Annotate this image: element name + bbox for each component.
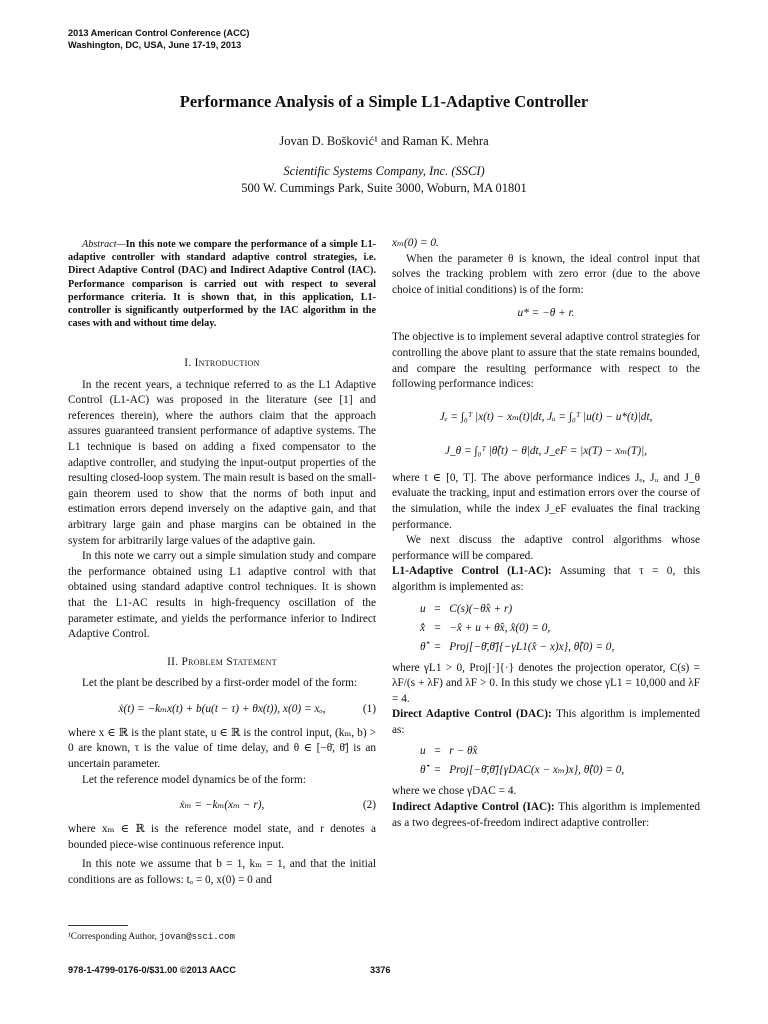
- problem-paragraph-3: Let the reference model dynamics be of the form:: [82, 773, 306, 786]
- equation-2-body: ẋₘ = −kₘ(xₘ − r),: [179, 799, 265, 812]
- right-column-body: [392, 236, 700, 831]
- footnote-text: ¹Corresponding Author,: [68, 932, 157, 942]
- affiliation-company: Scientific Systems Company, Inc. (SSCI): [283, 164, 485, 178]
- footnote: [68, 932, 235, 942]
- page-number: 3376: [370, 965, 391, 975]
- equation-2: [68, 796, 376, 814]
- iac-text: This algorithm is implemented as a two degrees-of-freedom indirect adaptive controller:: [392, 801, 700, 829]
- iac-label: Indirect Adaptive Control (IAC):: [392, 801, 555, 814]
- dac-intro: [392, 707, 700, 738]
- left-column-body: [68, 356, 376, 889]
- dac-text: This algorithm is implemented as:: [392, 708, 700, 736]
- dac-eq1-lhs: u: [420, 745, 426, 758]
- equation-1-body: ẋ(t) = −kₘx(t) + b(u(t − τ) + θx(t)), x(0) = xₒ,: [118, 702, 326, 715]
- equation-1: [68, 700, 376, 718]
- right-paragraph-1: When the parameter θ is known, the ideal control input that solves the tracking problem with zero error (due to the above choice of initial conditions) is of the form:: [392, 252, 700, 296]
- right-paragraph-2: The objective is to implement several adaptive control strategies for controlling the above plant to assure that the state remains bounded, and compare the resulting performance with respect to the following performance indices:: [392, 331, 700, 391]
- initial-condition-xm: xₘ(0) = 0.: [392, 237, 439, 249]
- dac-eq2-lhs: θ̂̇: [420, 764, 426, 777]
- footnote-rule: [68, 925, 128, 926]
- right-paragraph-3: where t ∈ [0, T]. The above performance indices Jₑ, Jᵤ and J_θ evaluate the tracking, input and estimation errors over the course of the simulation, while the index J_eF evaluates the final tracking performance.: [392, 471, 700, 531]
- footer-isbn: 978-1-4799-0176-0/$31.00 ©2013 AACC: [68, 965, 236, 975]
- equation-2-number: (2): [362, 799, 376, 812]
- problem-paragraph-4: where xₘ ∈ ℝ is the reference model state, and r denotes a bounded piece-wise continuous reference input.: [68, 823, 376, 851]
- dac-eq1-rhs: r − θ̂x: [449, 745, 478, 758]
- iac-intro: [392, 800, 700, 831]
- l1-ac-intro: [392, 564, 700, 595]
- l1-eq3-lhs: θ̂̇: [420, 640, 426, 653]
- equation-1-number: (1): [362, 702, 376, 715]
- affiliation-address: 500 W. Cummings Park, Suite 3000, Woburn, MA 01801: [241, 181, 527, 195]
- conference-name: 2013 American Control Conference (ACC): [68, 28, 250, 38]
- l1-eq3-rhs: Proj[−θ̄,θ̄]{−γL1(x̂ − x)x}, θ̂(0) = 0,: [449, 640, 615, 653]
- dac-label: Direct Adaptive Control (DAC):: [392, 708, 552, 721]
- paper-title: Performance Analysis of a Simple L1-Adaptive Controller: [179, 92, 589, 111]
- intro-paragraph-2: In this note we carry out a simple simulation study and compare the performance obtained using L1 adaptive control with that obtained using standard adaptive control techniques. It is shown that the L1-AC results in high-frequency oscillation of the parameter estimate, and yields the performance inferior to Indirect Adaptive Control.: [68, 550, 376, 641]
- l1-eq2-rhs: −x̂ + u + θ̂x, x̂(0) = 0,: [449, 621, 551, 634]
- right-paragraph-6: where we chose γDAC = 4.: [392, 785, 517, 798]
- conference-location: Washington, DC, USA, June 17-19, 2013: [68, 39, 242, 50]
- right-paragraph-4: We next discuss the adaptive control algorithms whose performance will be compared.: [392, 534, 700, 562]
- paper-authors: Jovan D. Bošković¹ and Raman K. Mehra: [279, 134, 489, 148]
- l1-eq1-lhs: u: [420, 602, 426, 615]
- problem-paragraph-1: Let the plant be described by a first-order model of the form:: [82, 677, 358, 690]
- footnote-email[interactable]: jovan@ssci.com: [159, 932, 235, 942]
- section-heading-problem: II. Problem Statement: [167, 655, 277, 668]
- equation-je-ju: Jₑ = ∫₀ᵀ |x(t) − xₘ(t)|dt, Jᵤ = ∫₀ᵀ |u(t) − u*(t)|dt,: [439, 410, 653, 423]
- equation-ustar: u* = −θ + r.: [517, 307, 575, 320]
- dac-eq2-rhs: Proj[−θ̄,θ̄]{γDAC(x − xₘ)x}, θ̂(0) = 0,: [449, 764, 625, 777]
- abstract-text: In this note we compare the performance of a simple L1-adaptive controller with standard adaptive control strategies, i.e. Direct Adaptive Control (DAC) and Indirect Adaptive Control (IAC). Performance comparison is carried out with respect to several performance criteria. It is shown that, in this application, L1-controller is significantly outperformed by the IAC algorithm in the cases with and without time delay.: [68, 239, 376, 330]
- problem-paragraph-5: In this note we assume that b = 1, kₘ = 1, and that the initial conditions are as follows: tₒ = 0, x(0) = 0 and: [68, 858, 376, 887]
- equation-jtheta-jef: J_θ = ∫₀ᵀ |θ̂(t) − θ|dt, J_eF = |x(T) − xₘ(T)|,: [444, 444, 648, 457]
- section-heading-introduction: I. Introduction: [184, 357, 260, 369]
- l1-eq2-lhs: x̂̇: [420, 621, 426, 634]
- right-paragraph-5: where γL1 > 0, Proj[·]{·} denotes the projection operator, C(s) = λF/(s + λF) and λF > 0. In this study we chose γL1 = 10,000 and λF = 4.: [392, 661, 700, 705]
- affiliation: [0, 163, 768, 197]
- abstract: [68, 238, 376, 330]
- l1-eq1-rhs: C(s)(−θ̂x + r): [449, 602, 513, 615]
- dac-equations: u = r − θ̂x θ̂̇ = Proj[−θ̄,θ̄]{γDAC(x − xₘ)x}, θ̂(0) = 0,: [416, 742, 628, 780]
- problem-paragraph-2: where x ∈ ℝ is the plant state, u ∈ ℝ is the control input, (kₘ, b) > 0 are known, τ is the value of time delay, and θ ∈ [−θ̄, θ̄] is an uncertain parameter.: [68, 726, 376, 771]
- abstract-label: Abstract—: [82, 239, 126, 250]
- l1-ac-equations: u = C(s)(−θ̂x + r) x̂̇ = −x̂ + u + θ̂x, x̂(0) = 0, θ̂̇ = Proj[−θ̄,θ̄]{−γL1(x̂ − x)x}, θ̂(0) = 0,: [416, 600, 618, 657]
- conference-header: [68, 28, 249, 51]
- l1-ac-label: L1-Adaptive Control (L1-AC):: [392, 565, 552, 578]
- l1-ac-text: Assuming that τ = 0, this algorithm is implemented as:: [392, 565, 700, 593]
- intro-paragraph-1: In the recent years, a technique referred to as the L1 Adaptive Control (L1-AC) was proposed in the literature (see [1] and references therein), where the authors claim that the approach assures guaranteed transient performance of adaptive systems. The L1 technique is based on adding a fixed compensator to the adaptive controller, and studying the input-output properties of the resulting closed-loop system. The main result is based on the small-gain theorem used to show that the norms of both input and estimation errors depend inversely on the adaptive gain, and that arbitrary large gain and phase margins can be obtained in the system for arbitrarily large values of the adaptive gain.: [68, 378, 376, 547]
